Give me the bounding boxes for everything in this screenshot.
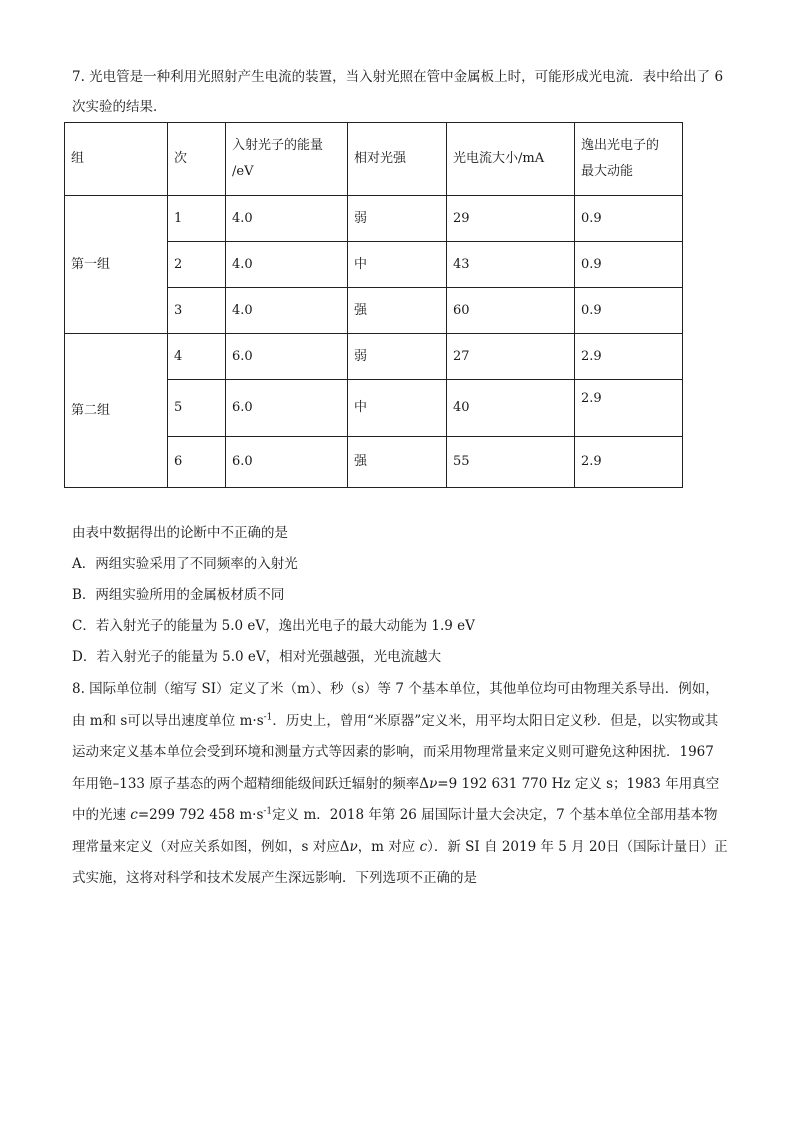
group-2-label: 第二组: [65, 334, 168, 488]
q8-part2: ．历史上，曾用“米原器”定义米，用平均太阳日定义秒．但是，以实物或其运动来定义基本单位会受到环境和测量方式等因素的影响，而采用物理常量来定义则可避免这种困扰．1967 年用铯–133 原子基态的两个超精细能级间跃迁辐射的频率Δ: [72, 712, 719, 792]
header-photon-energy-line1: 入射光子的能量: [232, 138, 324, 153]
cell-max-ke: 0.9: [575, 196, 683, 242]
cell-intensity: 中: [348, 380, 447, 437]
q8-c1: c: [130, 807, 138, 823]
cell-energy: 4.0: [226, 196, 348, 242]
cell-current: 60: [447, 288, 575, 334]
header-group: 组: [65, 123, 168, 196]
cell-current: 43: [447, 242, 575, 288]
cell-current: 29: [447, 196, 575, 242]
q8-sup1: -1: [263, 712, 273, 722]
q8-nu1: ν: [429, 775, 438, 792]
cell-max-ke: 0.9: [575, 288, 683, 334]
option-d: D．若入射光子的能量为 5.0 eV，相对光强越强，光电流越大: [72, 649, 442, 665]
question-8-text: [72, 674, 728, 895]
cell-max-ke: 2.9: [575, 380, 683, 437]
q8-c2: c: [419, 838, 428, 855]
q8-part1: 8. 国际单位制（缩写 SI）定义了米（m）、秒（s）等 7 个基本单位，其他单位均可由物理关系导出．例如，由 m和 s可以导出速度单位 m·s: [72, 681, 719, 729]
group-1-label: 第一组: [65, 196, 168, 334]
header-intensity: 相对光强: [348, 123, 447, 196]
cell-intensity: 弱: [348, 334, 447, 380]
cell-max-ke: 2.9: [575, 437, 683, 488]
table-row: [65, 334, 683, 380]
question-7-intro: 7. 光电管是一种利用光照射产生电流的装置，当入射光照在管中金属板上时，可能形成光电流．表中给出了 6次实验的结果．: [72, 69, 724, 115]
cell-intensity: 强: [348, 437, 447, 488]
header-photon-energy: [226, 123, 348, 196]
q8-part5: 定义 m．2018 年第 26 届国际计量大会决定，7 个基本单位全部用基本物理常量来定义（对应关系如图，例如，s 对应Δ: [72, 807, 718, 855]
header-max-ke: [575, 123, 683, 196]
cell-energy: 4.0: [226, 242, 348, 288]
cell-trial: 1: [168, 196, 226, 242]
q8-part6: ，m 对应: [357, 838, 420, 855]
cell-trial: 2: [168, 242, 226, 288]
cell-current: 40: [447, 380, 575, 437]
cell-current: 55: [447, 437, 575, 488]
cell-current: 27: [447, 334, 575, 380]
table-row: [65, 196, 683, 242]
option-c: C．若入射光子的能量为 5.0 eV，逸出光电子的最大动能为 1.9 eV: [72, 618, 475, 634]
cell-energy: 6.0: [226, 380, 348, 437]
cell-max-ke: 0.9: [575, 242, 683, 288]
cell-energy: 6.0: [226, 334, 348, 380]
q8-part3: =9 192 631 770 Hz 定义 s；1983 年用真空中的光速: [72, 775, 720, 823]
header-max-ke-line1: 逸出光电子的: [581, 138, 660, 153]
cell-intensity: 中: [348, 242, 447, 288]
cell-trial: 4: [168, 334, 226, 380]
experiment-table: [64, 122, 683, 488]
header-max-ke-line2: 最大动能: [581, 164, 634, 179]
header-current: 光电流大小/mA: [447, 123, 575, 196]
cell-trial: 3: [168, 288, 226, 334]
q8-sup2: -1: [263, 806, 273, 817]
option-a: A．两组实验采用了不同频率的入射光: [72, 556, 298, 572]
cell-trial: 5: [168, 380, 226, 437]
q8-part4: =299 792 458 m·s: [137, 807, 264, 823]
header-trial: 次: [168, 123, 226, 196]
question-7-prompt: 由表中数据得出的论断中不正确的是: [72, 525, 288, 541]
option-b: B．两组实验所用的金属板材质不同: [72, 587, 285, 603]
table-header-row: [65, 123, 683, 196]
cell-intensity: 弱: [348, 196, 447, 242]
q8-nu2: ν: [349, 838, 358, 855]
cell-max-ke: 2.9: [575, 334, 683, 380]
cell-energy: 6.0: [226, 437, 348, 488]
cell-intensity: 强: [348, 288, 447, 334]
cell-trial: 6: [168, 437, 226, 488]
header-photon-energy-line2: /eV: [232, 164, 254, 179]
q8-part7: ）．新 SI 自 2019 年 5 月 20日（国际计量日）正式实施，这将对科学和技术发展产生深远影响．下列选项不正确的是: [72, 838, 728, 886]
cell-energy: 4.0: [226, 288, 348, 334]
